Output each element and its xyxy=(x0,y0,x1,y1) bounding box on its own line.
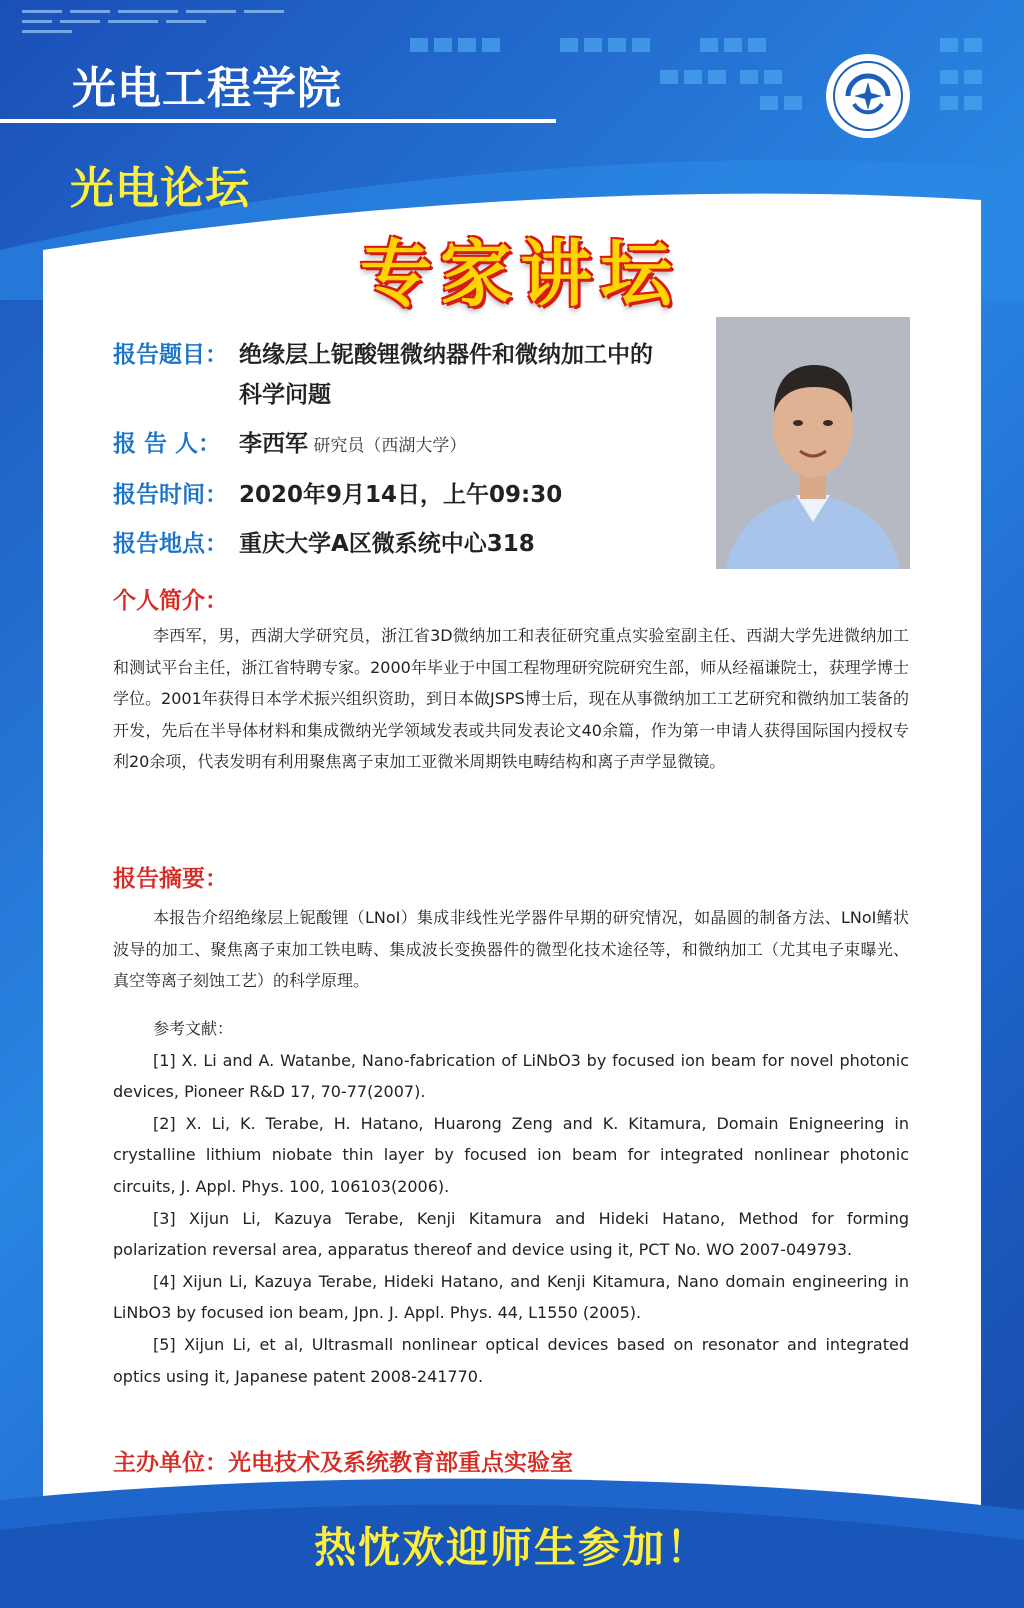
reference-item: [5] Xijun Li, et al, Ultrasmall nonlinear optical devices based on resonator and integrated optics using it, Japanese patent 2008-241770. xyxy=(113,1334,909,1386)
reference-item: [2] X. Li, K. Terabe, H. Hatano, Huarong Zeng and K. Kitamura, Domain Enigneering in crystalline lithium niobate thin layer by focused ion beam for integrated nonlinear photonic circuits, J. Appl. Phys. 100, 106103(2006). xyxy=(113,1113,909,1196)
speaker xyxy=(239,424,713,466)
time-label: 报告时间： xyxy=(113,482,228,508)
place-label: 报告地点： xyxy=(113,531,228,557)
bio-text: 李西军，男，西湖大学研究员，浙江省3D微纳加工和表征研究重点实验室副主任、西湖大学先进微纳加工和测试平台主任，浙江省特聘专家。2000年毕业于中国工程物理研究院研究生部，师从经福谦院士，获理学博士学位。2001年获得日本学术振兴组织资助，到日本做JSPS博士后，现在从事微纳加工工艺研究和微纳加工装备的开发，先后在半导体材料和集成微纳光学领域发表或共同发表论文40余篇，作为第一申请人获得国际国内授权专利20余项，代表发明有利用聚焦离子束加工亚微米周期铁电畴结构和离子声学显微镜。 xyxy=(113,626,909,772)
talk-title xyxy=(239,335,713,415)
speaker-portrait-icon xyxy=(716,317,910,569)
references-intro: 参考文献： xyxy=(153,1019,234,1038)
time-value: 2020年9月14日，上午09:30 xyxy=(239,482,563,508)
host-organization: 主办单位：光电技术及系统教育部重点实验室 xyxy=(113,1450,573,1476)
place-row xyxy=(113,529,713,564)
references xyxy=(113,1013,909,1392)
talk-title-line1: 绝缘层上铌酸锂微纳器件和微纳加工中的 xyxy=(239,342,653,368)
speaker-name: 李西军 xyxy=(239,431,308,457)
welcome-message: 热忱欢迎师生参加！ xyxy=(313,1523,710,1572)
abstract-heading: 报告摘要： xyxy=(113,866,228,892)
reference-item: [1] X. Li and A. Watanbe, Nano-fabrication of LiNbO3 by focused ion beam for novel photonic devices, Pioneer R&D 17, 70-77(2007). xyxy=(113,1050,909,1102)
speaker-photo xyxy=(716,317,910,569)
speaker-row xyxy=(113,429,713,466)
talk-title-line2: 科学问题 xyxy=(239,382,331,408)
reference-item: [3] Xijun Li, Kazuya Terabe, Kenji Kitamura and Hideki Hatano, Method for forming polarization reversal area, apparatus thereof and device using it, PCT No. WO 2007-049793. xyxy=(113,1208,909,1260)
header-divider xyxy=(0,119,556,123)
college-emblem-icon xyxy=(824,52,912,140)
banner-title: 专家讲坛 xyxy=(359,231,680,316)
talk-title-row xyxy=(113,340,713,415)
speaker-affiliation: 研究员（西湖大学） xyxy=(308,436,467,456)
reference-item: [4] Xijun Li, Kazuya Terabe, Hideki Hatano, and Kenji Kitamura, Nano domain engineering in LiNbO3 by focused ion beam, Jpn. J. Appl. Phys. 44, L1550 (2005). xyxy=(113,1271,909,1323)
abstract-text: 本报告介绍绝缘层上铌酸锂（LNoI）集成非线性光学器件早期的研究情况，如晶圆的制备方法、LNoI鳍状波导的加工、聚焦离子束加工铁电畴、集成波长变换器件的微型化技术途径等，和微纳加工（尤其电子束曝光、真空等离子刻蚀工艺）的科学原理。 xyxy=(113,908,909,991)
talk-info xyxy=(113,340,713,578)
forum-title: 光电论坛 xyxy=(70,163,250,214)
talk-title-label: 报告题目： xyxy=(113,342,228,368)
place-value: 重庆大学A区微系统中心318 xyxy=(239,531,535,557)
speaker-label: 报 告 人： xyxy=(113,431,222,457)
college-name: 光电工程学院 xyxy=(72,63,342,114)
time-row xyxy=(113,480,713,515)
bio-heading: 个人简介： xyxy=(113,588,228,614)
